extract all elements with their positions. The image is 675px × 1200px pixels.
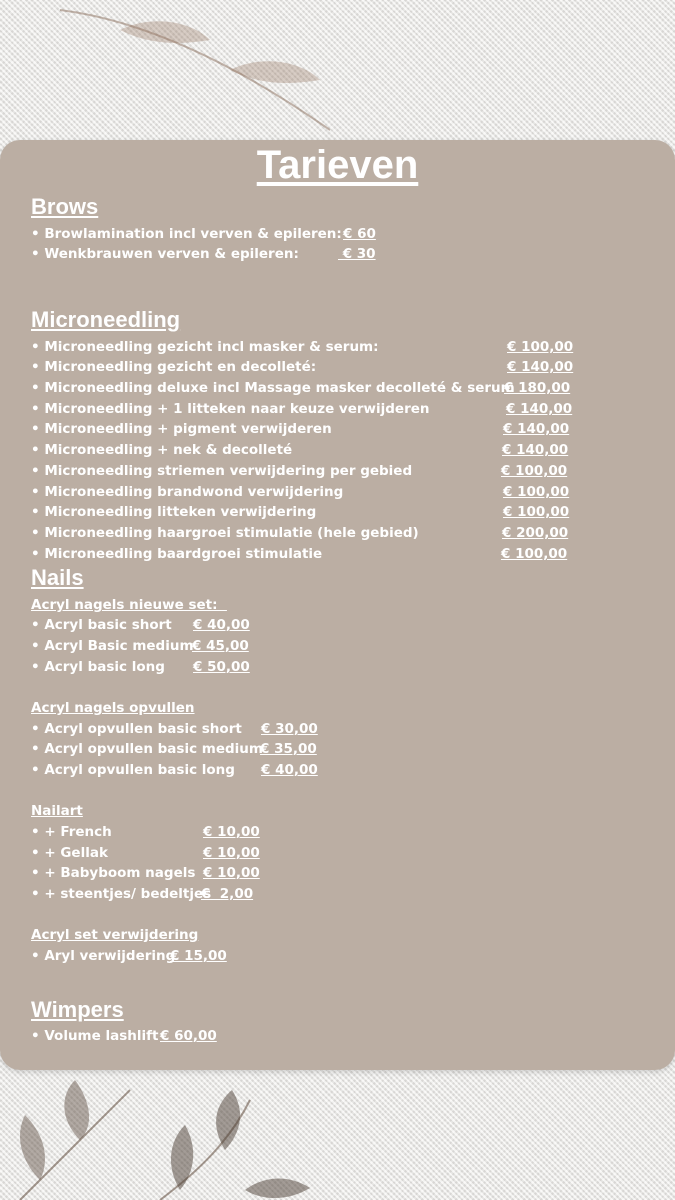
service-label: • Microneedling gezicht en decolleté: xyxy=(31,359,317,375)
service-label: • Microneedling haargroei stimulatie (hele gebied) xyxy=(31,525,419,541)
service-label: • + steentjes/ bedeltjes xyxy=(31,886,212,902)
service-label: • Volume lashlift xyxy=(31,1028,159,1044)
section-heading-nails: Nails xyxy=(31,565,84,590)
service-label: • Acryl opvullen basic short xyxy=(31,721,242,737)
service-label: • Acryl basic short xyxy=(31,617,172,633)
service-price: € 45,00 xyxy=(192,638,249,654)
service-price: € 10,00 xyxy=(203,845,260,861)
service-price: € 35,00 xyxy=(260,741,317,757)
service-price: € 140,00 xyxy=(507,359,574,375)
service-price: € 100,00 xyxy=(501,463,568,479)
service-label: • Acryl opvullen basic medium xyxy=(31,741,263,757)
section-heading-brows: Brows xyxy=(31,194,99,219)
service-price: € 10,00 xyxy=(203,824,260,840)
group-heading: Nailart xyxy=(31,803,83,819)
service-price: € 40,00 xyxy=(193,617,250,633)
service-label: • Microneedling baardgroei stimulatie xyxy=(31,546,323,562)
service-price: € 100,00 xyxy=(507,339,574,355)
service-price: € 30,00 xyxy=(261,721,318,737)
service-label: • Microneedling + nek & decolleté xyxy=(31,442,293,458)
service-price: € 200,00 xyxy=(502,525,569,541)
service-label: • Microneedling deluxe incl Massage masker decolleté & serum xyxy=(31,380,515,396)
group-heading: Acryl nagels opvullen xyxy=(31,700,195,716)
service-price: € 10,00 xyxy=(203,865,260,881)
leaf-decoration-top xyxy=(0,0,675,140)
service-price: € 100,00 xyxy=(503,504,570,520)
service-label: • + Gellak xyxy=(31,845,108,861)
service-label: • Wenkbrauwen verven & epileren: xyxy=(31,246,299,262)
service-price: € 100,00 xyxy=(501,546,568,562)
service-price: € 15,00 xyxy=(170,948,227,964)
service-price: € 180,00 xyxy=(504,380,571,396)
service-label: • Browlamination incl verven & epileren: xyxy=(31,226,342,242)
service-label: • Acryl opvullen basic long xyxy=(31,762,235,778)
service-label: • + French xyxy=(31,824,112,840)
service-label: • + Babyboom nagels xyxy=(31,865,196,881)
service-price: € 50,00 xyxy=(193,659,250,675)
service-label: • Microneedling + 1 litteken naar keuze verwijderen xyxy=(31,401,430,417)
service-price: € 60 xyxy=(343,226,376,242)
service-label: • Aryl verwijdering xyxy=(31,948,176,964)
service-label: • Microneedling + pigment verwijderen xyxy=(31,421,332,437)
service-price: € 40,00 xyxy=(261,762,318,778)
service-price: € 100,00 xyxy=(503,484,570,500)
page-title: Tarieven xyxy=(256,143,419,187)
service-label: • Acryl Basic medium xyxy=(31,638,194,654)
service-label: • Microneedling brandwond verwijdering xyxy=(31,484,344,500)
service-price: € 60,00 xyxy=(160,1028,217,1044)
service-label: • Acryl basic long xyxy=(31,659,165,675)
service-label: • Microneedling striemen verwijdering per gebied xyxy=(31,463,413,479)
section-heading-wimpers: Wimpers xyxy=(31,997,124,1022)
service-price: € 2,00 xyxy=(201,886,254,902)
service-price: € 140,00 xyxy=(503,421,570,437)
service-label: • Microneedling litteken verwijdering xyxy=(31,504,317,520)
group-heading: Acryl nagels nieuwe set: xyxy=(31,597,227,613)
section-heading-microneedling: Microneedling xyxy=(31,307,181,332)
service-price: € 140,00 xyxy=(502,442,569,458)
service-price: € 30 xyxy=(338,246,376,262)
service-price: € 140,00 xyxy=(506,401,573,417)
group-heading: Acryl set verwijdering xyxy=(31,927,199,943)
leaf-decoration-bottom xyxy=(0,1070,675,1200)
service-label: • Microneedling gezicht incl masker & serum: xyxy=(31,339,379,355)
